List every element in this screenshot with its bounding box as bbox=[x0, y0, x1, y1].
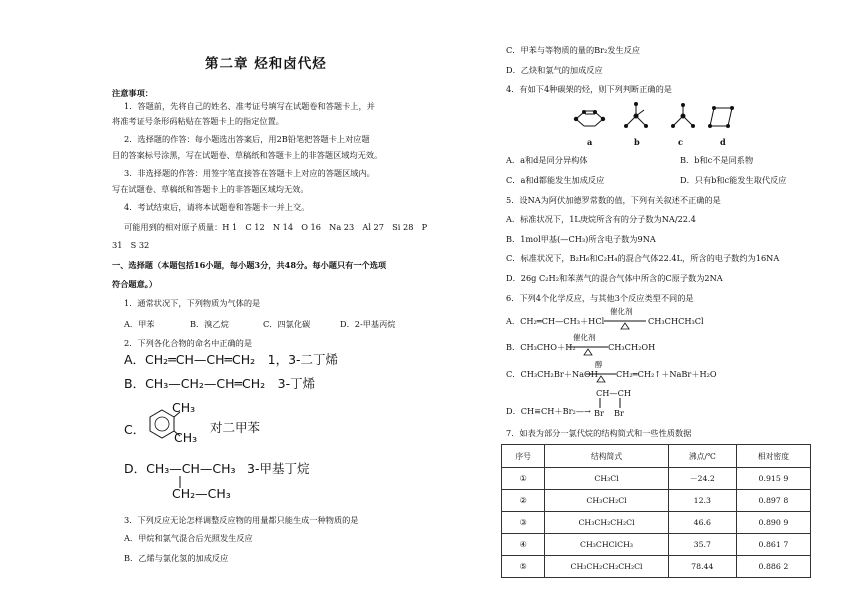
q6-a-reactants: A．CH₂═CH—CH₃＋HCl bbox=[506, 316, 605, 326]
notice-line: 3．非选择题的作答：用签字笔直接答在答题卡上对应的答题区域内。 bbox=[124, 168, 375, 178]
skeleton-label-c: c bbox=[678, 137, 683, 147]
q6-b-reactants: B．CH₃CHO＋H₂ bbox=[506, 342, 576, 352]
skeleton-label-d: d bbox=[720, 137, 726, 147]
skeleton-a-icon bbox=[570, 104, 610, 134]
table-row bbox=[502, 534, 811, 556]
notice-heading: 注意事项： bbox=[112, 88, 153, 98]
q2-option-b: B．CH₃—CH₂—CH═CH₂ 3-丁烯 bbox=[124, 376, 316, 391]
q1-option-c: C．四氯化碳 bbox=[263, 319, 311, 329]
q6-c-reactants: C．CH₃CH₂Br＋NaOH bbox=[506, 369, 598, 379]
cell-index: ④ bbox=[502, 534, 545, 556]
reaction-arrow-icon bbox=[568, 342, 608, 356]
page-title: 第二章 烃和卤代烃 bbox=[205, 56, 327, 72]
notice-line: 31 S 32 bbox=[112, 240, 150, 250]
cell-index: ⑤ bbox=[502, 556, 545, 578]
cell-boiling-point: 12.3 bbox=[668, 490, 736, 512]
q2-c-methyl-2: CH₃ bbox=[174, 430, 198, 445]
q6-d-reactants: D．CH≡CH＋Br₂—→ bbox=[506, 406, 591, 416]
q1-option-d: D．2-甲基丙烷 bbox=[340, 319, 396, 329]
q2-option-a: A．CH₂═CH—CH═CH₂ 1，3-二丁烯 bbox=[124, 352, 339, 367]
question-4-stem: 4．有如下4种碳架的烃，则下列判断正确的是 bbox=[506, 84, 672, 94]
notice-line: 1．答题前，先将自己的姓名、准考证号填写在试题卷和答题卡上，并 bbox=[124, 101, 375, 111]
question-1-stem: 1．通常状况下，下列物质为气体的是 bbox=[124, 298, 261, 308]
cell-formula: CH₃CH₂Cl bbox=[545, 490, 669, 512]
q3-option-b: B．乙烯与氯化氢的加成反应 bbox=[124, 553, 229, 563]
q3-option-c: C．甲苯与等物质的量的Br₂发生反应 bbox=[506, 45, 641, 55]
table-header-row bbox=[502, 445, 811, 468]
q6-a-product: CH₃CHCH₃Cl bbox=[648, 316, 704, 326]
notice-line: 将准考证号条形码粘贴在答题卡上的指定位置。 bbox=[112, 116, 284, 126]
cell-boiling-point: 78.44 bbox=[668, 556, 736, 578]
q1-option-b: B．溴乙烷 bbox=[190, 319, 229, 329]
table-row bbox=[502, 556, 811, 578]
chloroalkane-table bbox=[501, 444, 811, 578]
q2-c-methyl-1: CH₃ bbox=[172, 400, 196, 415]
cell-density: 0.890 9 bbox=[736, 512, 810, 534]
q5-option-b: B．1mol甲基(—CH₃)所含电子数为9NA bbox=[506, 234, 656, 244]
table-row bbox=[502, 490, 811, 512]
q1-option-a: A．甲苯 bbox=[124, 319, 155, 329]
q4-option-d: D．只有b和c能发生取代反应 bbox=[680, 175, 787, 185]
q6-d-br-1: Br bbox=[594, 408, 604, 418]
section-heading: 符合题意。） bbox=[112, 279, 158, 289]
cell-index: ② bbox=[502, 490, 545, 512]
skeleton-d-icon bbox=[706, 104, 736, 132]
q3-option-a: A．甲烷和氯气混合后光照发生反应 bbox=[124, 533, 253, 543]
notice-line: 可能用到的相对原子质量：H 1 C 12 N 14 O 16 Na 23 Al 27 Si 28 P bbox=[124, 222, 428, 232]
q6-a-condition: 催化剂 bbox=[610, 307, 633, 316]
q2-d-name: 3-甲基丁烷 bbox=[247, 461, 310, 476]
skeleton-label-b: b bbox=[634, 137, 640, 147]
q6-b-condition: 催化剂 bbox=[573, 333, 596, 342]
cell-boiling-point: 35.7 bbox=[668, 534, 736, 556]
notice-line: 写在试题卷、草稿纸和答题卡上的非答题区域均无效。 bbox=[112, 184, 309, 194]
q2-option-c-label: C． bbox=[124, 422, 146, 437]
header-boiling-point: 沸点/℃ bbox=[668, 445, 736, 468]
bond-lines-icon bbox=[596, 398, 626, 408]
q3-option-d: D．乙炔和氯气的加成反应 bbox=[506, 65, 603, 75]
cell-boiling-point: －24.2 bbox=[668, 468, 736, 490]
question-3-stem: 3．下列反应无论怎样调整反应物的用量都只能生成一种物质的是 bbox=[124, 515, 359, 525]
q6-d-product-top: CH—CH bbox=[596, 388, 631, 398]
q6-d-br-2: Br bbox=[614, 408, 624, 418]
q4-option-a: A．a和d是同分异构体 bbox=[506, 155, 588, 165]
q5-option-c: C．标准状况下，B₂H₆和C₂H₄的混合气体22.4L，所含的电子数约为16NA bbox=[506, 253, 780, 263]
cell-density: 0.861 7 bbox=[736, 534, 810, 556]
q6-b-product: CH₃CH₂OH bbox=[608, 342, 656, 352]
q2-option-d: D．CH₃—CH—CH₃ bbox=[124, 461, 236, 476]
header-density: 相对密度 bbox=[736, 445, 810, 468]
reaction-arrow-icon bbox=[586, 369, 616, 383]
q5-option-d: D．26g C₂H₂和苯蒸气的混合气体中所含的C原子数为2NA bbox=[506, 273, 723, 283]
cell-index: ③ bbox=[502, 512, 545, 534]
q2-c-name: 对二甲苯 bbox=[210, 420, 261, 435]
q6-c-product: CH₂═CH₂↑＋NaBr＋H₂O bbox=[616, 369, 717, 379]
header-formula: 结构简式 bbox=[545, 445, 669, 468]
notice-line: 2．选择题的作答：每小题选出答案后，用2B铅笔把答题卡上对应题 bbox=[124, 134, 370, 144]
skeleton-b-icon bbox=[622, 100, 652, 134]
question-2-stem: 2．下列各化合物的命名中正确的是 bbox=[124, 338, 253, 348]
cell-index: ① bbox=[502, 468, 545, 490]
question-5-stem: 5．设NA为阿伏加德罗常数的值，下列有关叙述不正确的是 bbox=[506, 195, 721, 205]
q4-option-b: B．b和c不是同系物 bbox=[680, 155, 754, 165]
table-row bbox=[502, 468, 811, 490]
notice-line: 目的答案标号涂黑，写在试题卷、草稿纸和答题卡上的非答题区域均无效。 bbox=[112, 150, 383, 160]
cell-density: 0.915 9 bbox=[736, 468, 810, 490]
cell-density: 0.897 8 bbox=[736, 490, 810, 512]
table-row bbox=[502, 512, 811, 534]
cell-formula: CH₃CHClCH₃ bbox=[545, 534, 669, 556]
cell-formula: CH₃Cl bbox=[545, 468, 669, 490]
question-6-stem: 6．下列4个化学反应，与其他3个反应类型不同的是 bbox=[506, 293, 694, 303]
q6-c-condition: 醇 bbox=[595, 360, 603, 369]
reaction-arrow-icon bbox=[604, 316, 646, 330]
cell-formula: CH₃CH₂CH₂CH₂Cl bbox=[545, 556, 669, 578]
q5-option-a: A．标准状况下，1L庚烷所含有的分子数为NA/22.4 bbox=[506, 214, 696, 224]
header-index: 序号 bbox=[502, 445, 545, 468]
cell-boiling-point: 46.6 bbox=[668, 512, 736, 534]
notice-line: 4．考试结束后，请将本试题卷和答题卡一并上交。 bbox=[124, 202, 310, 212]
skeleton-label-a: a bbox=[587, 137, 593, 147]
cell-formula: CH₃CH₂CH₂Cl bbox=[545, 512, 669, 534]
q2-d-branch: CH₂—CH₃ bbox=[172, 486, 231, 501]
skeleton-c-icon bbox=[668, 102, 698, 134]
q4-option-c: C．a和d都能发生加成反应 bbox=[506, 175, 605, 185]
cell-density: 0.886 2 bbox=[736, 556, 810, 578]
question-7-stem: 7．如表为部分一氯代烷的结构简式和一些性质数据 bbox=[506, 428, 692, 438]
section-heading: 一、选择题（本题包括16小题，每小题3分，共48分。每小题只有一个选项 bbox=[112, 260, 387, 270]
